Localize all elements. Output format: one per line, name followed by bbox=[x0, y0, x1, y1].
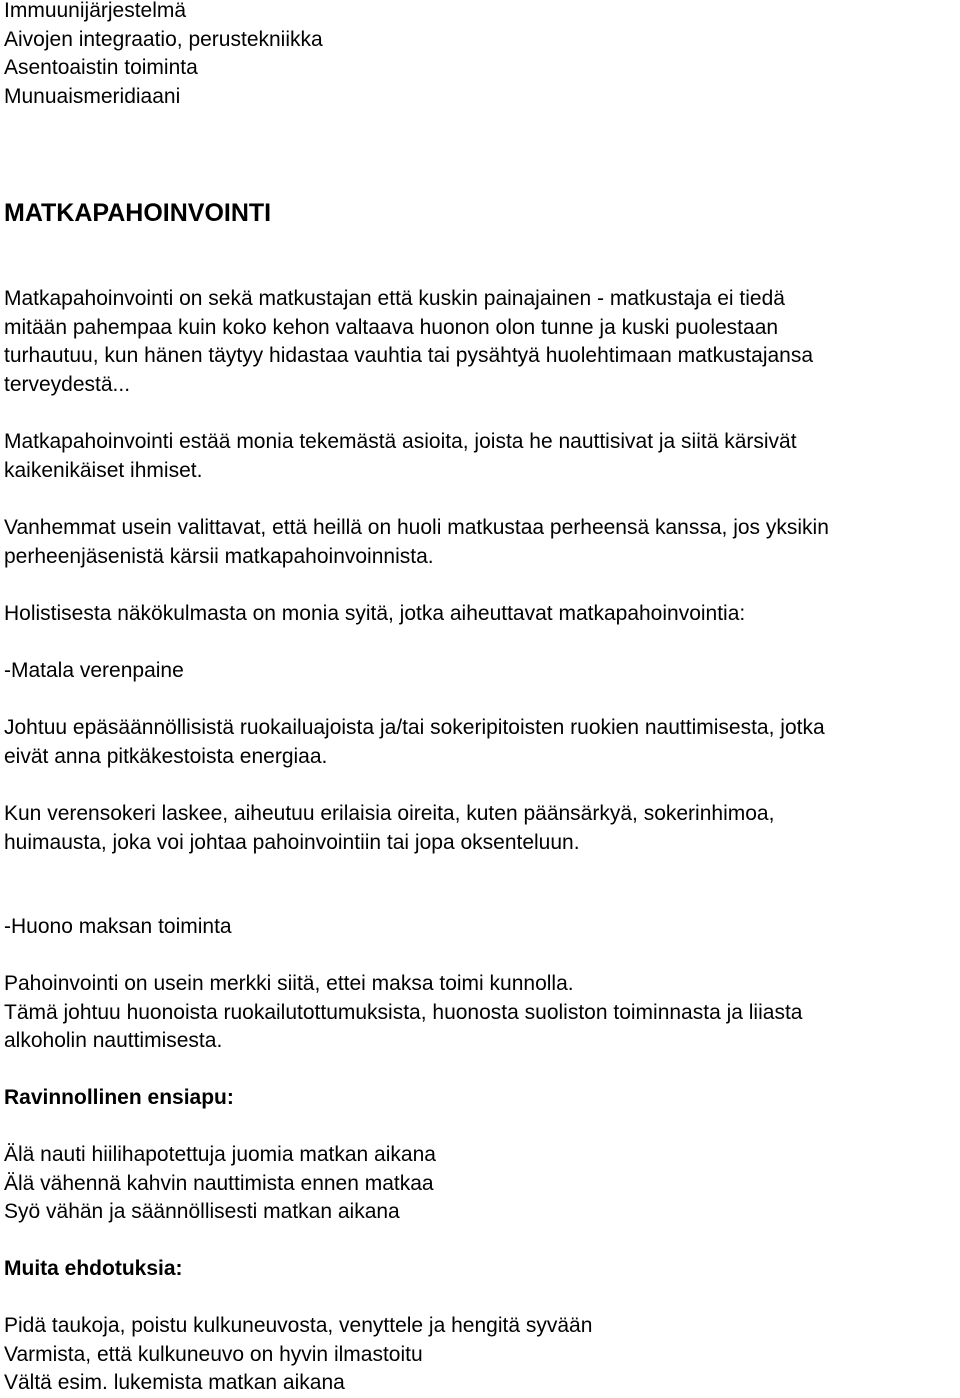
text-line: terveydestä... bbox=[4, 372, 131, 396]
text-line: Vanhemmat usein valittavat, että heillä on huoli matkustaa perheensä kanssa, jos yksikin bbox=[4, 516, 829, 539]
section-heading-text: Muita ehdotuksia: bbox=[4, 1257, 183, 1280]
text-line: Pahoinvointi on usein merkki siitä, ettei maksa toimi kunnolla. bbox=[4, 972, 574, 995]
other-suggestions-heading bbox=[4, 1255, 183, 1284]
cause-1-paragraph-1 bbox=[4, 714, 825, 771]
text-line: huimausta, joka voi johtaa pahoinvointiin tai jopa oksenteluun. bbox=[4, 830, 580, 854]
text-line: mitään pahempaa kuin koko kehon valtaava huonon olon tunne ja kuski puolestaan bbox=[4, 315, 779, 339]
paragraph-4 bbox=[4, 600, 745, 629]
text-line: perheenjäsenistä kärsii matkapahoinvoinnista. bbox=[4, 544, 434, 568]
section-heading-text: Ravinnollinen ensiapu: bbox=[4, 1086, 234, 1109]
topic-item: Immuunijärjestelmä bbox=[4, 0, 187, 22]
cause-2-heading bbox=[4, 913, 232, 942]
first-aid-heading bbox=[4, 1084, 234, 1113]
list-item: Varmista, että kulkuneuvo on hyvin ilmastoitu bbox=[4, 1342, 423, 1366]
text-line: Tämä johtuu huonoista ruokailutottumuksista, huonosta suoliston toiminnasta ja liiasta bbox=[4, 1000, 803, 1024]
topic-item: Asentoaistin toiminta bbox=[4, 56, 198, 80]
text-line: turhautuu, kun hänen täytyy hidastaa vauhtia tai pysähtyä huolehtimaan matkustajansa bbox=[4, 344, 814, 368]
text-line: Kun verensokeri laskee, aiheutuu erilaisia oireita, kuten päänsärkyä, sokerinhimoa, bbox=[4, 802, 775, 825]
first-aid-list bbox=[4, 1141, 436, 1227]
text-line: Johtuu epäsäännöllisistä ruokailuajoista ja/tai sokeripitoisten ruokien nauttimisesta, jotka bbox=[4, 716, 825, 739]
list-item: Älä nauti hiilihapotettuja juomia matkan aikana bbox=[4, 1143, 436, 1166]
cause-2-paragraph bbox=[4, 970, 802, 1056]
other-suggestions-list bbox=[4, 1312, 592, 1398]
text-line: alkoholin nauttimisesta. bbox=[4, 1029, 223, 1053]
cause-1-paragraph-2 bbox=[4, 800, 774, 857]
topic-list bbox=[4, 0, 323, 111]
list-item: Vältä esim. lukemista matkan aikana bbox=[4, 1371, 345, 1395]
text-line: Holistisesta näkökulmasta on monia syitä, jotka aiheuttavat matkapahoinvointia: bbox=[4, 602, 746, 625]
intro-paragraph bbox=[4, 285, 813, 399]
cause-heading-text: -Huono maksan toiminta bbox=[4, 915, 232, 938]
topic-item: Aivojen integraatio, perustekniikka bbox=[4, 27, 323, 51]
topic-item: Munuaismeridiaani bbox=[4, 84, 181, 108]
page-title: MATKAPAHOINVOINTI bbox=[4, 199, 272, 227]
text-line: eivät anna pitkäkestoista energiaa. bbox=[4, 744, 328, 768]
text-line: Matkapahoinvointi on sekä matkustajan että kuskin painajainen - matkustaja ei tiedä bbox=[4, 287, 785, 310]
list-item: Syö vähän ja säännöllisesti matkan aikana bbox=[4, 1200, 400, 1224]
list-item: Pidä taukoja, poistu kulkuneuvosta, venyttele ja hengitä syvään bbox=[4, 1314, 593, 1337]
list-item: Älä vähennä kahvin nauttimista ennen matkaa bbox=[4, 1171, 434, 1195]
paragraph-3 bbox=[4, 514, 829, 571]
cause-heading-text: -Matala verenpaine bbox=[4, 659, 184, 682]
text-line: Matkapahoinvointi estää monia tekemästä asioita, joista he nauttisivat ja siitä kärsivät bbox=[4, 430, 797, 453]
cause-1-heading bbox=[4, 657, 184, 686]
paragraph-2 bbox=[4, 428, 797, 485]
text-line: kaikenikäiset ihmiset. bbox=[4, 458, 203, 482]
